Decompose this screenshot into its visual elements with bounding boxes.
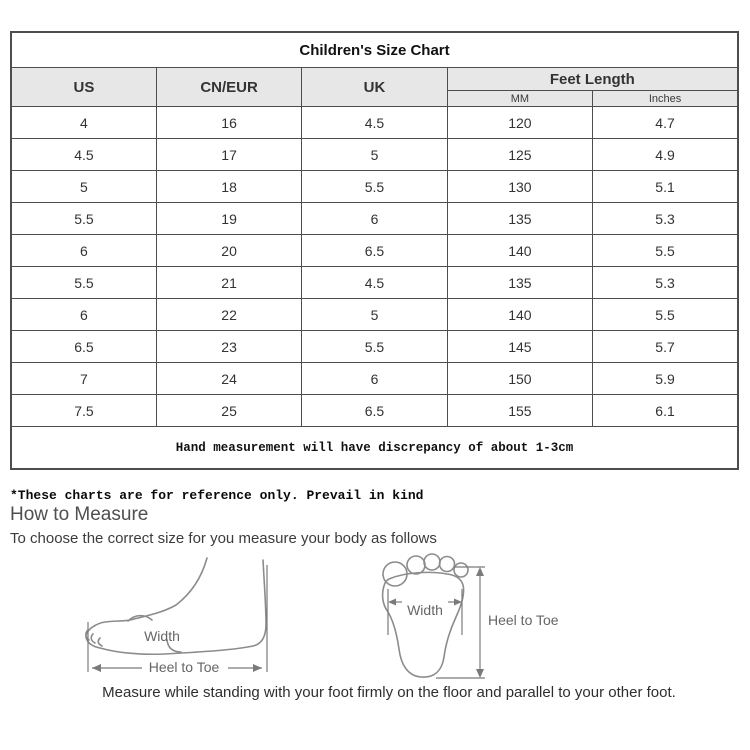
table-cell: 6 [11,299,156,331]
table-cell: 22 [156,299,301,331]
table-cell: 6 [302,363,447,395]
measure-caption: Measure while standing with your foot firmly on the floor and parallel to your other foot. [102,684,676,701]
table-cell: 5.7 [593,331,738,363]
table-cell: 20 [156,235,301,267]
col-header-inches: Inches [593,91,738,107]
table-cell: 5 [302,139,447,171]
table-row [11,267,738,299]
foot-side-view-diagram [70,550,300,680]
little-toe-icon [454,563,468,577]
table-cell: 150 [447,363,592,395]
table-cell: 155 [447,395,592,427]
table-cell: 6.1 [593,395,738,427]
table-row [11,139,738,171]
table-cell: 135 [447,267,592,299]
table-cell: 7.5 [11,395,156,427]
table-cell: 5.5 [11,203,156,235]
table-row [11,107,738,139]
table-cell: 19 [156,203,301,235]
table-cell: 5.5 [11,267,156,299]
table-row [11,171,738,203]
second-toe-icon [407,556,425,574]
table-cell: 5.5 [302,171,447,203]
arrowhead-left-icon [92,664,101,672]
table-cell: 4.9 [593,139,738,171]
table-cell: 4.5 [302,107,447,139]
foot-top-view-diagram [375,545,585,690]
size-table [10,31,739,470]
arrowhead-up-icon [476,567,484,576]
table-cell: 4.5 [11,139,156,171]
table-cell: 5.5 [302,331,447,363]
table-row [11,363,738,395]
table-cell: 125 [447,139,592,171]
table-cell: 7 [11,363,156,395]
table-cell: 5 [302,299,447,331]
table-cell: 5.1 [593,171,738,203]
how-to-measure-heading: How to Measure [10,504,149,525]
table-cell: 4.7 [593,107,738,139]
table-cell: 4 [11,107,156,139]
table-cell: 5.9 [593,363,738,395]
table-cell: 25 [156,395,301,427]
side-width-label: Width [144,628,180,644]
table-row [11,235,738,267]
table-cell: 145 [447,331,592,363]
top-width-label: Width [407,602,443,618]
table-cell: 5.3 [593,203,738,235]
footprint-outline-icon [383,572,464,677]
table-cell: 6.5 [302,395,447,427]
table-cell: 130 [447,171,592,203]
table-row [11,395,738,427]
table-footnote: Hand measurement will have discrepancy of about 1-3cm [11,427,738,470]
arrowhead-down-icon [476,669,484,678]
arrowhead-left-icon [388,599,396,606]
col-header-uk: UK [302,68,447,107]
side-heel-to-toe-label: Heel to Toe [148,659,220,675]
table-row [11,203,738,235]
table-cell: 5.3 [593,267,738,299]
table-cell: 5 [11,171,156,203]
table-title-row [11,32,738,68]
col-header-us: US [11,68,156,107]
table-cell: 16 [156,107,301,139]
table-cell: 6 [11,235,156,267]
table-title: Children's Size Chart [11,32,738,68]
table-cell: 5.5 [593,235,738,267]
how-to-measure-intro: To choose the correct size for you measure your body as follows [10,530,437,547]
table-cell: 6.5 [302,235,447,267]
third-toe-icon [424,554,440,570]
table-footnote-row [11,427,738,470]
table-cell: 135 [447,203,592,235]
col-header-mm: MM [447,91,592,107]
col-header-feet-length: Feet Length [447,68,738,91]
table-row [11,331,738,363]
top-heel-to-toe-label: Heel to Toe [488,612,559,628]
arrowhead-right-icon [253,664,262,672]
fourth-toe-icon [440,557,455,572]
table-cell: 23 [156,331,301,363]
table-cell: 120 [447,107,592,139]
table-cell: 6.5 [11,331,156,363]
table-row [11,299,738,331]
table-cell: 6 [302,203,447,235]
table-cell: 5.5 [593,299,738,331]
table-cell: 4.5 [302,267,447,299]
table-cell: 140 [447,235,592,267]
table-cell: 17 [156,139,301,171]
table-cell: 18 [156,171,301,203]
reference-note: *These charts are for reference only. Prevail in kind [10,488,424,503]
table-header-row [11,68,738,91]
size-table-body [11,107,738,427]
table-cell: 140 [447,299,592,331]
table-cell: 24 [156,363,301,395]
col-header-cn-eur: CN/EUR [156,68,301,107]
table-cell: 21 [156,267,301,299]
